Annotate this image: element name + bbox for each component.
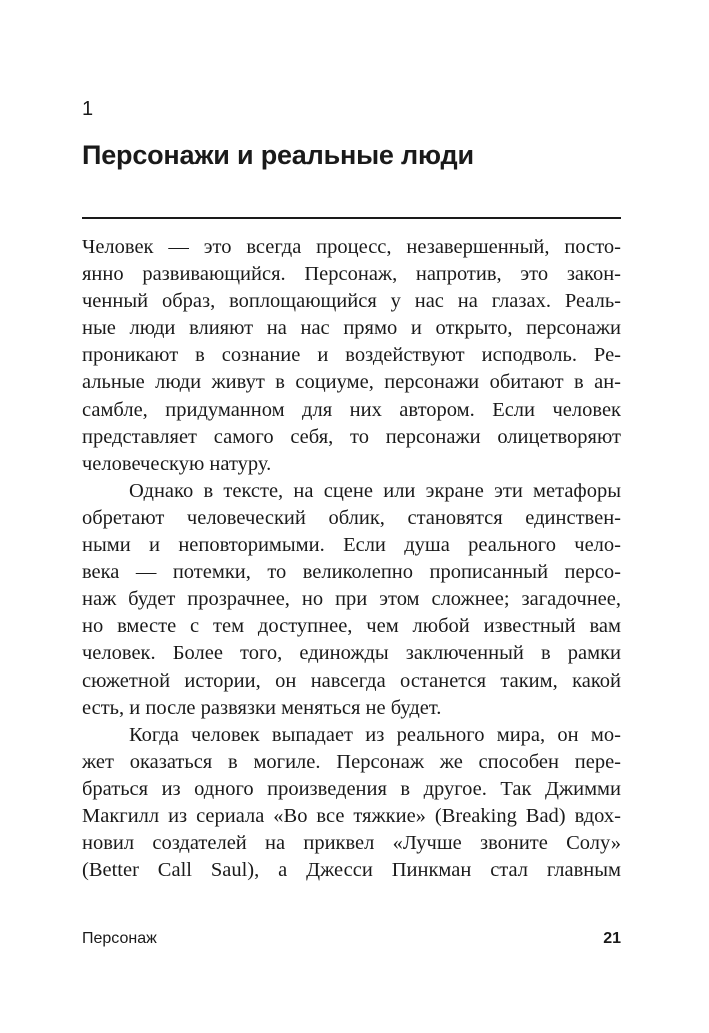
paragraph — [82, 478, 621, 722]
text-line: проникают в сознание и воздействуют исподволь. Ре- — [82, 344, 621, 367]
text-line: жет оказаться в могиле. Персонаж же способен пере- — [82, 750, 621, 773]
text-line: наж будет прозрачнее, но при этом сложнее; загадочнее, — [82, 588, 621, 611]
page-number: 21 — [603, 930, 621, 947]
text-line: представляет самого себя, то персонажи олицетворяют — [82, 425, 621, 448]
running-title: Персонаж — [82, 930, 157, 947]
text-line: человеческую натуру. — [82, 452, 272, 475]
text-line: сюжетной истории, он навсегда останется таким, какой — [82, 669, 621, 692]
text-line: самбле, придуманном для них автором. Если человек — [82, 398, 621, 421]
text-line: но вместе с тем доступнее, чем любой известный вам — [82, 615, 621, 638]
text-line: браться из одного произведения в другое. Так Джимми — [82, 777, 621, 800]
text-line: ченный образ, воплощающийся у нас на глазах. Реаль- — [82, 290, 621, 313]
text-line: человек. Более того, единожды заключенный в рамки — [82, 642, 621, 665]
text-line: (Better Call Saul), а Джесси Пинкман стал главным — [82, 859, 621, 882]
text-line: новил создателей на приквел «Лучше звоните Солу» — [82, 832, 621, 855]
text-line: альные люди живут в социуме, персонажи обитают в ан- — [82, 371, 621, 394]
title-divider — [82, 217, 621, 219]
text-line: ными и неповторимыми. Если душа реального чело- — [82, 534, 621, 557]
text-line: Когда человек выпадает из реального мира, он мо- — [129, 723, 621, 746]
chapter-title: Персонажи и реальные люди — [82, 140, 474, 170]
chapter-number: 1 — [82, 98, 94, 120]
text-line: Макгилл из сериала «Во все тяжкие» (Breaking Bad) вдох- — [82, 804, 621, 827]
paragraph — [82, 722, 621, 885]
text-line: Однако в тексте, на сцене или экране эти метафоры — [129, 479, 621, 502]
text-line: ные люди влияют на нас прямо и открыто, персонажи — [82, 317, 621, 340]
paragraph — [82, 234, 621, 478]
body-text — [82, 234, 621, 884]
text-line: века — потемки, то великолепно прописанный персо- — [82, 561, 621, 584]
text-line: Человек — это всегда процесс, незавершенный, посто- — [82, 236, 621, 258]
text-line: обретают человеческий облик, становятся единствен- — [82, 506, 621, 529]
text-line: янно развивающийся. Персонаж, напротив, это закон- — [82, 263, 621, 286]
text-line: есть, и после развязки меняться не будет. — [82, 696, 442, 719]
